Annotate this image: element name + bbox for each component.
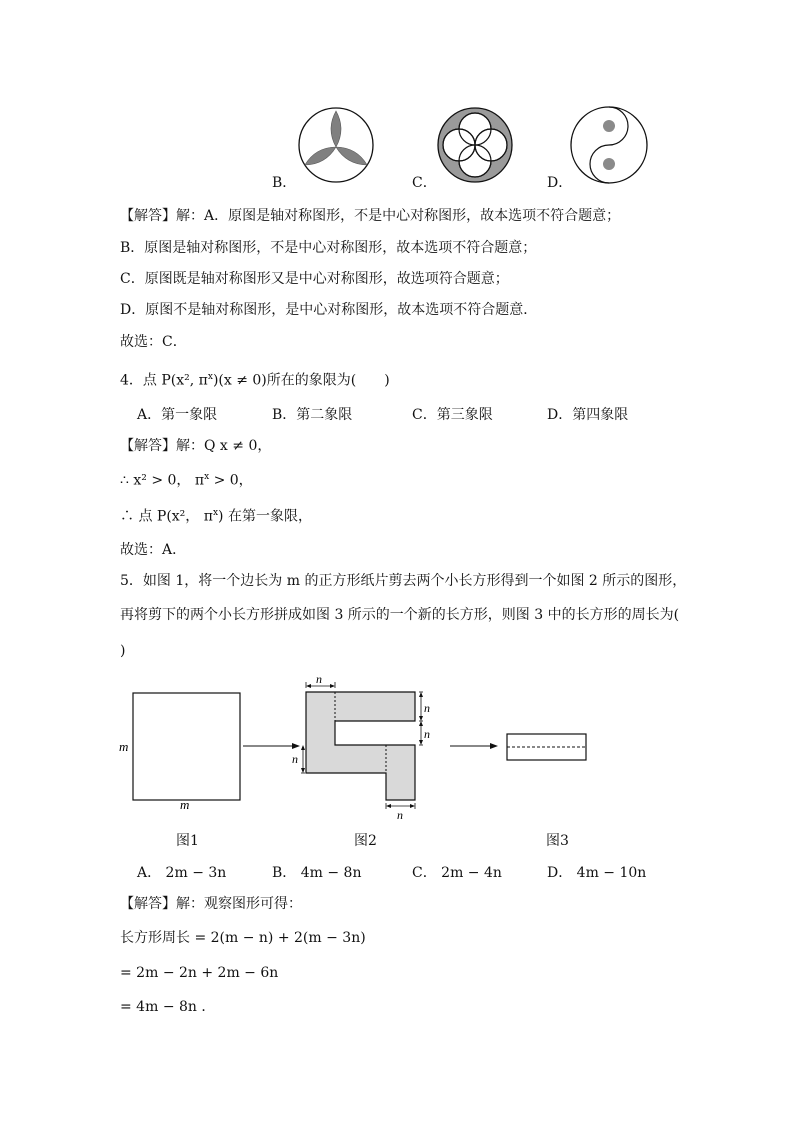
fig2-label-n-right-2: n — [424, 727, 430, 741]
q5-answer-line-3: = 2m − 2n + 2m − 6n — [120, 965, 279, 981]
q4-stem-prefix: 4．点 P(x², π — [120, 372, 208, 389]
q3-answer-line-5: 故选：C． — [120, 334, 187, 350]
q5-option-b: B． 4m − 8n — [272, 865, 362, 881]
fig2-shape — [306, 692, 415, 800]
answer-text: ∴ x² > 0， π — [120, 472, 205, 489]
arrow-2-head — [490, 743, 498, 749]
q3-answer-line-4: D．原图不是轴对称图形，是中心对称图形，故本选项不符合题意． — [120, 302, 538, 318]
answer-tag: 【解答】 — [120, 438, 176, 454]
q5-answer-line-4: = 4m − 8n ． — [120, 999, 216, 1015]
fig2-label-n-left: n — [292, 752, 298, 766]
q5-answer-line-2: 长方形周长 = 2(m − n) + 2(m − 3n) — [120, 930, 366, 946]
q4-option-b: B．第二象限 — [272, 407, 353, 423]
q5-option-d: D． 4m − 10n — [547, 865, 647, 881]
q5-option-a: A． 2m − 3n — [137, 865, 227, 881]
q5-stem-line-3: ) — [120, 643, 126, 659]
q4-answer-line-4: 故选：A． — [120, 542, 187, 558]
answer-tag: 【解答】 — [120, 208, 176, 224]
q4-answer-line-1 — [120, 436, 271, 456]
fig1-label-m-left: m — [119, 739, 129, 754]
three-petal-circle-figure — [298, 107, 378, 187]
q4-stem — [120, 367, 390, 391]
answer-tail: > 0， — [209, 472, 253, 489]
fig2-label-n-right-1: n — [424, 701, 430, 715]
q3-answer-line-2: B．原图是轴对称图形，不是中心对称图形，故本选项不符合题意； — [120, 240, 537, 256]
yin-yang-circle-figure — [569, 105, 651, 187]
answer-text: 解：Q x ≠ 0， — [176, 438, 272, 454]
q3-answer-line-1 — [120, 206, 620, 226]
q4-option-d: D．第四象限 — [547, 407, 629, 423]
option-d-label: D． — [547, 175, 573, 191]
option-c-label: C． — [412, 175, 437, 191]
q3-answer-line-3: C．原图既是轴对称图形又是中心对称图形，故选项符合题意； — [120, 271, 509, 287]
answer-tail: ) 在第一象限， — [218, 508, 312, 525]
q4-stem-exp: x — [207, 372, 213, 382]
caption-fig1: 图1 — [176, 833, 199, 849]
fig1-square — [133, 693, 240, 800]
q4-stem-suffix: )(x ≠ 0)所在的象限为( ) — [212, 372, 390, 389]
answer-exp: x — [212, 508, 219, 518]
answer-tag: 【解答】 — [120, 896, 176, 912]
fig2-label-n-bottom: n — [397, 808, 403, 822]
fig2-label-n-top: n — [316, 672, 322, 686]
q5-stem-line-2: 再将剪下的两个小长方形拼成如图 3 所示的一个新的长方形，则图 3 中的长方形的周长为( — [120, 607, 680, 623]
four-petal-circle-figure — [437, 107, 517, 187]
q4-option-a: A．第一象限 — [137, 407, 218, 423]
fig1-label-m-bottom: m — [180, 797, 190, 812]
arrow-1-head — [292, 743, 300, 749]
answer-text: 解：观察图形可得： — [176, 896, 302, 912]
answer-exp: x — [204, 472, 210, 482]
answer-text: 解：A．原图是轴对称图形，不是中心对称图形，故本选项不符合题意； — [176, 208, 621, 224]
q5-answer-line-1 — [120, 894, 302, 914]
q4-option-c: C．第三象限 — [412, 407, 493, 423]
q5-option-c: C． 2m − 4n — [412, 865, 502, 881]
q5-stem-line-1: 5．如图 1，将一个边长为 m 的正方形纸片剪去两个小长方形得到一个如图 2 所示的图形， — [120, 573, 687, 589]
caption-fig3: 图3 — [546, 833, 569, 849]
q4-answer-line-3 — [120, 503, 312, 527]
option-b-label: B． — [272, 175, 297, 191]
answer-text: ∴ 点 P(x²， π — [120, 508, 213, 525]
q4-answer-line-2 — [120, 467, 253, 491]
q5-figures — [110, 672, 630, 832]
caption-fig2: 图2 — [354, 833, 377, 849]
